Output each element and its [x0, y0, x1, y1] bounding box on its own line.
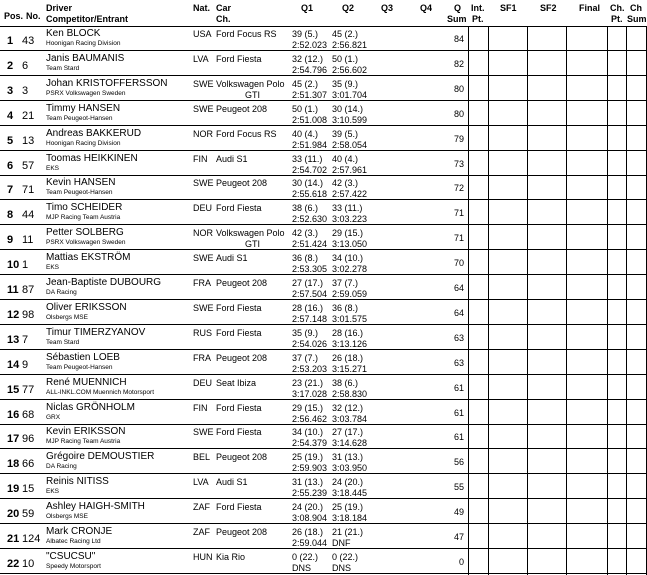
table-row — [0, 424, 647, 449]
competitor-entrant: Olsbergs MSE — [46, 313, 88, 321]
q2-time: 2:58.830 — [332, 388, 368, 399]
car-number: 44 — [22, 209, 35, 222]
q1-points: 36 (8.) — [292, 253, 319, 264]
q-sum: 47 — [453, 532, 464, 542]
q2-points: 25 (19.) — [332, 502, 364, 513]
q-sum: 64 — [453, 307, 464, 318]
q2-time: 2:57.961 — [332, 164, 368, 175]
table-row — [0, 101, 647, 126]
q2-points: 32 (12.) — [332, 402, 364, 413]
nationality: LVA — [193, 53, 209, 64]
header-sf2: SF2 — [540, 3, 557, 13]
header-pos: Pos. — [4, 11, 24, 21]
table-row — [0, 449, 647, 474]
q-sum: 56 — [453, 457, 464, 468]
table-row — [0, 126, 647, 151]
q2-time: 3:18.445 — [332, 488, 368, 499]
q2-points: 39 (5.) — [332, 128, 359, 139]
nationality: DEU — [193, 377, 213, 388]
q2-time: 3:03.223 — [332, 214, 368, 225]
car-number: 77 — [22, 383, 35, 396]
competitor-entrant: Hoonigan Racing Division — [46, 139, 121, 147]
driver-name: Toomas HEIKKINEN — [46, 152, 138, 164]
position: 12 — [7, 308, 20, 321]
position: 8 — [7, 209, 14, 222]
q1-points: 45 (2.) — [292, 78, 319, 89]
driver-name: Mark CRONJE — [46, 526, 113, 537]
header-sf1: SF1 — [500, 3, 517, 13]
q1-time: 2:59.044 — [292, 538, 328, 548]
car-model: Ford Fiesta — [216, 203, 262, 214]
q2-points: 29 (15.) — [332, 228, 364, 239]
q-sum: 55 — [453, 482, 464, 493]
q1-points: 33 (11.) — [292, 153, 323, 164]
nationality: ZAF — [193, 502, 210, 513]
nationality: FIN — [193, 153, 208, 164]
driver-name: René MUENNICH — [46, 376, 127, 388]
q2-time: 2:56.821 — [332, 40, 368, 50]
header-pt: Pt. — [472, 14, 484, 24]
position: 6 — [7, 159, 14, 172]
competitor-entrant: EKS — [46, 488, 60, 496]
header-sum2: Sum — [627, 14, 647, 24]
q-sum: 84 — [453, 34, 464, 44]
nationality: USA — [193, 29, 212, 39]
q1-points: 39 (5.) — [292, 29, 319, 39]
position: 20 — [7, 508, 20, 521]
q1-points: 23 (21.) — [292, 377, 324, 388]
competitor-entrant: ALL-INKL.COM Muennich Motorsport — [46, 388, 155, 396]
nationality: NOR — [193, 228, 213, 239]
q2-points: 45 (2.) — [332, 29, 359, 39]
q1-time: 2:51.424 — [292, 239, 328, 250]
driver-name: Ken BLOCK — [46, 28, 101, 39]
q2-time: 3:03.950 — [332, 463, 368, 474]
q2-time: DNS — [332, 562, 352, 573]
q1-points: 37 (7.) — [292, 352, 319, 363]
car-model: Volkswagen Polo — [216, 78, 285, 89]
position: 18 — [7, 458, 20, 471]
competitor-entrant: GRX — [46, 413, 61, 421]
q1-time: 2:54.379 — [292, 438, 328, 449]
car-number: 96 — [22, 433, 35, 446]
car-model: Ford Fiesta — [216, 327, 262, 338]
table-row — [0, 76, 647, 101]
car-model: Audi S1 — [216, 477, 248, 488]
header-no: No. — [26, 11, 41, 21]
driver-name: Petter SOLBERG — [46, 227, 124, 239]
nationality: HUN — [193, 551, 213, 562]
driver-name: Oliver ERIKSSON — [46, 301, 127, 313]
q1-points: 29 (15.) — [292, 402, 324, 413]
car-model: Audi S1 — [216, 153, 248, 164]
driver-name: "CSUCSU" — [46, 550, 96, 562]
car-number: 124 — [22, 533, 41, 545]
car-number: 15 — [22, 483, 35, 496]
q-sum: 80 — [453, 83, 464, 94]
header-competitor: Competitor/Entrant — [46, 14, 128, 24]
car-model: Peugeot 208 — [216, 452, 268, 463]
car-number: 59 — [22, 508, 35, 521]
car-number: 21 — [22, 109, 35, 122]
position: 16 — [7, 408, 20, 421]
q-sum: 64 — [453, 283, 464, 293]
q-sum: 80 — [453, 108, 464, 119]
table-row — [0, 524, 647, 549]
header-ch2: Ch. — [610, 3, 625, 13]
car-model: Ford Focus RS — [216, 128, 277, 139]
q-sum: 61 — [453, 407, 464, 418]
car-number: 66 — [22, 458, 35, 471]
q-sum: 79 — [453, 133, 464, 144]
position: 10 — [7, 259, 20, 272]
competitor-entrant: Speedy Motorsport — [46, 562, 101, 570]
table-row — [0, 250, 647, 275]
q-sum: 63 — [453, 332, 464, 343]
driver-name: Jean-Baptiste DUBOURG — [46, 277, 162, 288]
car-model-line2: GTI — [245, 239, 260, 250]
header-q1: Q1 — [301, 3, 314, 13]
q2-time: 3:14.628 — [332, 438, 368, 449]
car-model: Ford Fiesta — [216, 402, 262, 413]
table-row — [0, 225, 647, 250]
header-sum: Sum — [447, 14, 467, 24]
position: 9 — [7, 234, 14, 247]
car-number: 10 — [22, 557, 35, 570]
row-rule — [0, 573, 647, 574]
nationality: FRA — [193, 278, 211, 288]
nationality: LVA — [193, 477, 209, 488]
car-model: Seat Ibiza — [216, 377, 257, 388]
car-number: 68 — [22, 408, 35, 421]
q2-points: 27 (17.) — [332, 427, 364, 438]
q2-time: 2:59.059 — [332, 289, 368, 299]
q-sum: 73 — [453, 158, 464, 169]
position: 7 — [7, 184, 14, 197]
q1-points: 28 (16.) — [292, 302, 324, 313]
table-row — [0, 350, 647, 375]
driver-name: Kevin HANSEN — [46, 177, 116, 189]
q2-points: 50 (1.) — [332, 53, 359, 64]
q1-time: 3:08.904 — [292, 513, 328, 524]
q-sum: 49 — [453, 507, 464, 518]
header-q4: Q4 — [420, 3, 433, 13]
q-sum: 70 — [453, 258, 464, 269]
q2-time: 3:15.271 — [332, 363, 368, 374]
driver-name: Ashley HAIGH-SMITH — [46, 501, 145, 513]
driver-name: Grégoire DEMOUSTIER — [46, 451, 155, 463]
car-number: 98 — [22, 308, 35, 321]
car-model: Peugeot 208 — [216, 352, 268, 363]
car-number: 57 — [22, 159, 35, 172]
driver-name: Timur TIMERZYANOV — [46, 326, 146, 338]
q1-time: 2:59.903 — [292, 463, 328, 474]
header-q3: Q3 — [381, 3, 394, 13]
header-int: Int. — [471, 3, 485, 13]
competitor-entrant: Hoonigan Racing Division — [46, 40, 121, 47]
q1-points: 25 (19.) — [292, 452, 324, 463]
car-number: 87 — [22, 284, 35, 296]
q2-points: 34 (10.) — [332, 253, 364, 264]
q1-points: 32 (12.) — [292, 53, 324, 64]
header-q2: Q2 — [342, 3, 355, 13]
q1-points: 27 (17.) — [292, 278, 324, 288]
q2-time: 3:01.575 — [332, 313, 368, 324]
position: 4 — [7, 109, 14, 122]
q2-time: 3:13.126 — [332, 338, 368, 349]
q1-time: 2:55.618 — [292, 189, 328, 200]
car-model: Ford Fiesta — [216, 302, 262, 313]
q2-points: 31 (13.) — [332, 452, 364, 463]
q1-points: 0 (22.) — [292, 551, 319, 562]
position: 22 — [7, 557, 20, 570]
nationality: FIN — [193, 402, 208, 413]
table-row — [0, 200, 647, 225]
car-number: 7 — [22, 333, 29, 346]
q2-points: 24 (20.) — [332, 477, 364, 488]
car-number: 71 — [22, 184, 35, 197]
header-final: Final — [579, 3, 601, 13]
q1-time: 2:51.307 — [292, 89, 328, 100]
car-model: Ford Fiesta — [216, 427, 262, 438]
q1-points: 38 (6.) — [292, 203, 319, 214]
position: 1 — [7, 35, 14, 47]
nationality: BEL — [193, 452, 211, 463]
car-model: Ford Focus RS — [216, 29, 277, 39]
competitor-entrant: PSRX Volkswagen Sweden — [46, 89, 126, 97]
q1-points: 30 (14.) — [292, 178, 324, 189]
nationality: FRA — [193, 352, 211, 363]
q2-points: 37 (7.) — [332, 278, 359, 288]
car-model: Peugeot 208 — [216, 527, 268, 537]
q2-points: 28 (16.) — [332, 327, 364, 338]
q1-time: 2:54.702 — [292, 164, 328, 175]
q2-time: DNF — [332, 538, 351, 548]
table-row — [0, 474, 647, 499]
q2-time: 3:03.784 — [332, 413, 368, 424]
q2-points: 0 (22.) — [332, 551, 359, 562]
competitor-entrant: DA Racing — [46, 463, 77, 471]
header-car: Car — [216, 3, 232, 13]
table-row — [0, 26, 647, 51]
competitor-entrant: MJP Racing Team Austria — [46, 214, 121, 222]
q2-points: 21 (21.) — [332, 527, 364, 537]
nationality: RUS — [193, 327, 213, 338]
table-row — [0, 375, 647, 400]
table-row — [0, 275, 647, 300]
driver-name: Timmy HANSEN — [46, 102, 121, 114]
q-sum: 71 — [453, 233, 464, 244]
position: 11 — [7, 284, 19, 296]
competitor-entrant: PSRX Volkswagen Sweden — [46, 239, 126, 247]
q-sum: 72 — [453, 183, 464, 194]
q2-time: 3:02.278 — [332, 264, 368, 275]
car-number: 11 — [22, 234, 34, 247]
nationality: NOR — [193, 128, 213, 139]
q1-time: DNS — [292, 562, 312, 573]
q2-points: 40 (4.) — [332, 153, 359, 164]
competitor-entrant: Team Peugeot-Hansen — [46, 114, 113, 122]
header-driver: Driver — [46, 3, 73, 13]
q2-time: 2:58.054 — [332, 139, 368, 150]
nationality: DEU — [193, 203, 213, 214]
car-number: 1 — [22, 259, 29, 272]
position: 5 — [7, 134, 14, 147]
position: 21 — [7, 533, 20, 545]
driver-name: Timo SCHEIDER — [46, 202, 123, 214]
competitor-entrant: Olsbergs MSE — [46, 513, 88, 521]
q1-time: 2:54.026 — [292, 338, 328, 349]
nationality: ZAF — [193, 527, 210, 537]
table-row — [0, 175, 647, 200]
nationality: SWE — [193, 78, 214, 89]
table-row — [0, 300, 647, 325]
car-model-line2: GTI — [245, 89, 260, 100]
car-model: Audi S1 — [216, 253, 248, 264]
competitor-entrant: Team Peugeot-Hansen — [46, 189, 113, 197]
nationality: SWE — [193, 103, 214, 114]
driver-name: Andreas BAKKERUD — [46, 127, 142, 139]
competitor-entrant: Albatec Racing Ltd — [46, 538, 101, 545]
q1-time: 2:57.504 — [292, 289, 328, 299]
driver-name: Kevin ERIKSSON — [46, 426, 126, 438]
q1-points: 50 (1.) — [292, 103, 319, 114]
q-sum: 61 — [453, 432, 464, 443]
header-ch3: Ch — [630, 3, 642, 13]
table-row — [0, 325, 647, 350]
q-sum: 63 — [453, 357, 464, 368]
position: 13 — [7, 333, 20, 346]
car-model: Peugeot 208 — [216, 178, 268, 189]
q1-points: 34 (10.) — [292, 427, 324, 438]
q2-points: 38 (6.) — [332, 377, 359, 388]
q1-time: 2:56.462 — [292, 413, 328, 424]
nationality: SWE — [193, 427, 214, 438]
q1-time: 3:17.028 — [292, 388, 328, 399]
competitor-entrant: Team Peugeot-Hansen — [46, 363, 113, 371]
header-nat: Nat. — [193, 3, 211, 13]
driver-name: Mattias EKSTRÖM — [46, 252, 131, 264]
q2-points: 42 (3.) — [332, 178, 359, 189]
q2-points: 30 (14.) — [332, 103, 364, 114]
q2-time: 3:01.704 — [332, 89, 368, 100]
q1-points: 24 (20.) — [292, 502, 324, 513]
position: 14 — [7, 358, 20, 371]
car-number: 13 — [22, 134, 35, 147]
q1-time: 2:51.008 — [292, 114, 328, 125]
driver-name: Janis BAUMANIS — [46, 52, 125, 64]
car-number: 3 — [22, 84, 29, 97]
q1-time: 2:51.984 — [292, 139, 328, 150]
nationality: SWE — [193, 178, 214, 189]
table-row — [0, 549, 647, 574]
q2-time: 2:56.602 — [332, 64, 368, 75]
q-sum: 71 — [453, 208, 464, 219]
driver-name: Niclas GRÖNHOLM — [46, 401, 135, 413]
competitor-entrant: Team Stard — [46, 338, 80, 346]
table-row — [0, 51, 647, 76]
table-row — [0, 151, 647, 176]
q1-time: 2:54.796 — [292, 64, 328, 75]
q2-points: 35 (9.) — [332, 78, 359, 89]
header-ch: Ch. — [216, 14, 231, 24]
position: 2 — [7, 59, 14, 72]
header-pt2: Pt. — [611, 14, 623, 24]
car-number: 6 — [22, 59, 29, 72]
q1-points: 42 (3.) — [292, 228, 319, 239]
car-model: Ford Fiesta — [216, 53, 262, 64]
car-model: Peugeot 208 — [216, 278, 268, 288]
competitor-entrant: EKS — [46, 164, 60, 172]
position: 17 — [7, 433, 20, 446]
q2-time: 3:13.050 — [332, 239, 368, 250]
q1-time: 2:52.630 — [292, 214, 328, 225]
q1-time: 2:55.239 — [292, 488, 328, 499]
q1-points: 31 (13.) — [292, 477, 324, 488]
table-row — [0, 400, 647, 425]
q2-points: 36 (8.) — [332, 302, 359, 313]
position: 19 — [7, 483, 20, 496]
q-sum: 82 — [453, 58, 464, 69]
car-number: 43 — [22, 35, 35, 47]
driver-name: Sébastien LOEB — [46, 351, 120, 363]
q1-time: 2:53.203 — [292, 363, 328, 374]
position: 15 — [7, 383, 20, 396]
competitor-entrant: EKS — [46, 264, 60, 272]
q1-time: 2:53.305 — [292, 264, 328, 275]
q2-time: 2:57.422 — [332, 189, 368, 200]
q2-time: 3:18.184 — [332, 513, 368, 524]
competitor-entrant: MJP Racing Team Austria — [46, 438, 121, 446]
car-model: Ford Fiesta — [216, 502, 262, 513]
car-model: Peugeot 208 — [216, 103, 268, 114]
car-number: 9 — [22, 358, 29, 371]
q1-time: 2:52.023 — [292, 40, 328, 50]
nationality: SWE — [193, 253, 214, 264]
driver-name: Johan KRISTOFFERSSON — [46, 77, 168, 89]
q2-time: 3:10.599 — [332, 114, 368, 125]
nationality: SWE — [193, 302, 214, 313]
position: 3 — [7, 84, 14, 97]
car-model: Volkswagen Polo — [216, 228, 285, 239]
q1-points: 26 (18.) — [292, 527, 324, 537]
q1-time: 2:57.148 — [292, 313, 328, 324]
q-sum: 61 — [453, 382, 464, 393]
q-sum: 0 — [458, 556, 464, 567]
q1-points: 40 (4.) — [292, 128, 319, 139]
q1-points: 35 (9.) — [292, 327, 319, 338]
competitor-entrant: Team Stard — [46, 64, 80, 72]
q2-points: 33 (11.) — [332, 203, 363, 214]
competitor-entrant: DA Racing — [46, 289, 77, 296]
table-row — [0, 499, 647, 524]
driver-name: Reinis NITISS — [46, 476, 109, 488]
q2-points: 26 (18.) — [332, 352, 364, 363]
car-model: Kia Rio — [216, 551, 246, 562]
header-q: Q — [454, 3, 462, 13]
